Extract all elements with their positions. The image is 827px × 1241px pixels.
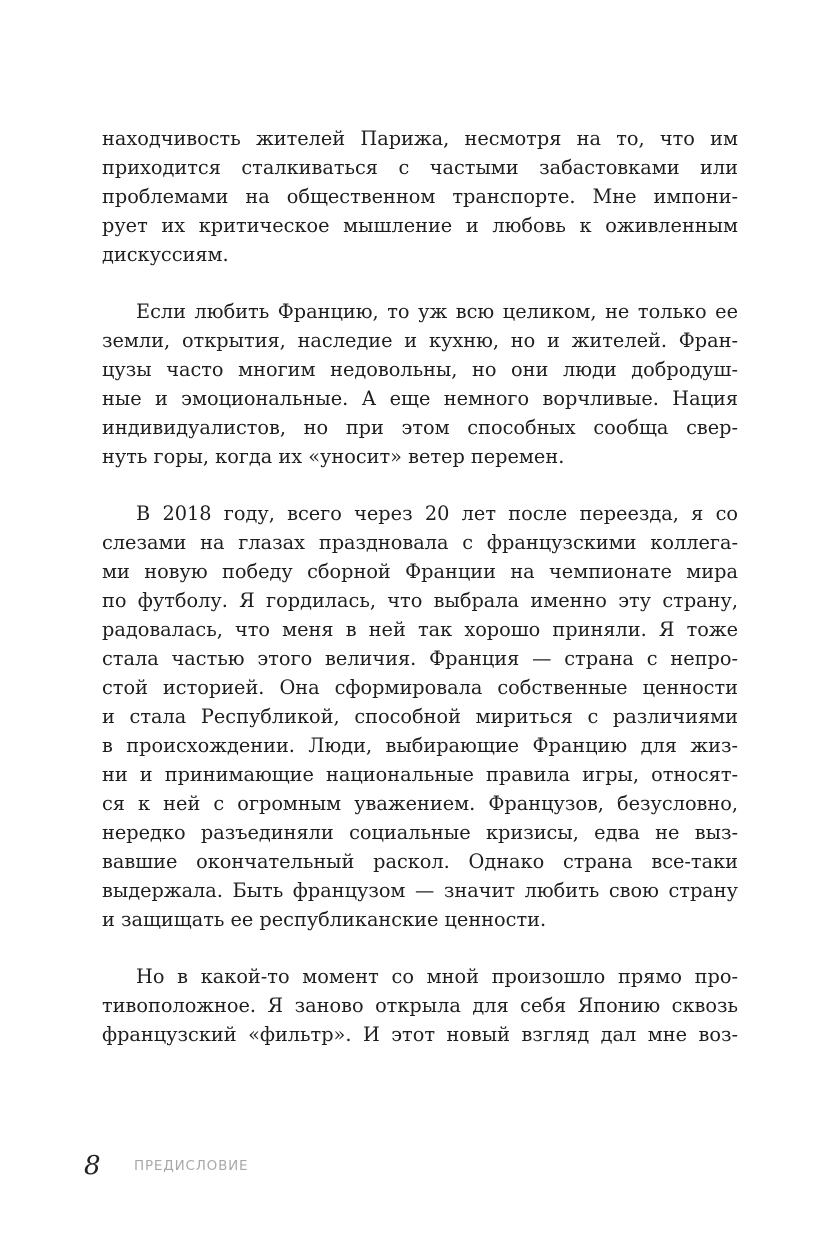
text-line: Но в какой-то момент со мной произошло прямо про- — [136, 965, 738, 988]
text-line: в происхождении. Люди, выбирающие Францию для жиз- — [102, 734, 738, 757]
text-line: ся к ней с огромным уважением. Французов, безусловно, — [102, 792, 738, 815]
text-line: дискуссиям. — [102, 243, 229, 266]
text-line: и защищать ее республиканские ценности. — [102, 908, 547, 931]
paragraph-gap — [102, 471, 738, 499]
text-line: по футболу. Я гордилась, что выбрала именно эту страну, — [102, 589, 738, 612]
text-line: проблемами на общественном транспорте. Мне импони- — [102, 185, 738, 208]
text-line: ми новую победу сборной Франции на чемпионате мира — [102, 560, 738, 583]
page-footer — [84, 1150, 248, 1182]
text-line: тивоположное. Я заново открыла для себя Японию сквозь — [102, 994, 738, 1017]
text-line: стой историей. Она сформировала собственные ценности — [102, 676, 738, 699]
text-line: французский «фильтр». И этот новый взгляд дал мне воз- — [102, 1023, 738, 1046]
paragraph-gap — [102, 269, 738, 297]
text-line: нередко разъединяли социальные кризисы, едва не выз- — [102, 821, 738, 844]
text-line: ные и эмоциональные. А еще немного ворчливые. Нация — [102, 387, 738, 410]
text-line: рует их критическое мышление и любовь к оживленным — [102, 214, 738, 237]
body-text — [102, 124, 738, 1049]
text-line: радовалась, что меня в ней так хорошо приняли. Я тоже — [102, 618, 738, 641]
text-line: цузы часто многим недовольны, но они люди добродуш- — [102, 358, 738, 381]
text-line: находчивость жителей Парижа, несмотря на то, что им — [102, 127, 738, 150]
text-line: приходится сталкиваться с частыми забастовками или — [102, 156, 738, 179]
text-line: выдержала. Быть французом — значит любить свою страну — [102, 879, 738, 902]
text-line: В 2018 году, всего через 20 лет после переезда, я со — [136, 502, 738, 525]
paragraph-2 — [102, 297, 738, 471]
text-line: Если любить Францию, то уж всю целиком, не только ее — [136, 300, 738, 323]
paragraph-4 — [102, 962, 738, 1049]
text-line: и стала Республикой, способной мириться с различиями — [102, 705, 738, 728]
text-line: земли, открытия, наследие и кухню, но и жителей. Фран- — [102, 329, 738, 352]
text-line: ни и принимающие национальные правила игры, относят- — [102, 763, 738, 786]
running-section-title: ПРЕДИСЛОВИЕ — [134, 1158, 249, 1174]
paragraph-3 — [102, 499, 738, 934]
text-line: индивидуалистов, но при этом способных сообща свер- — [102, 416, 738, 439]
page-number: 8 — [84, 1151, 101, 1181]
text-line: слезами на глазах праздновала с французскими коллега- — [102, 531, 738, 554]
text-line: стала частью этого величия. Франция — страна с непро- — [102, 647, 738, 670]
text-line: нуть горы, когда их «уносит» ветер перемен. — [102, 445, 565, 468]
text-line: вавшие окончательный раскол. Однако страна все-таки — [102, 850, 738, 873]
paragraph-1 — [102, 124, 738, 269]
paragraph-gap — [102, 934, 738, 962]
